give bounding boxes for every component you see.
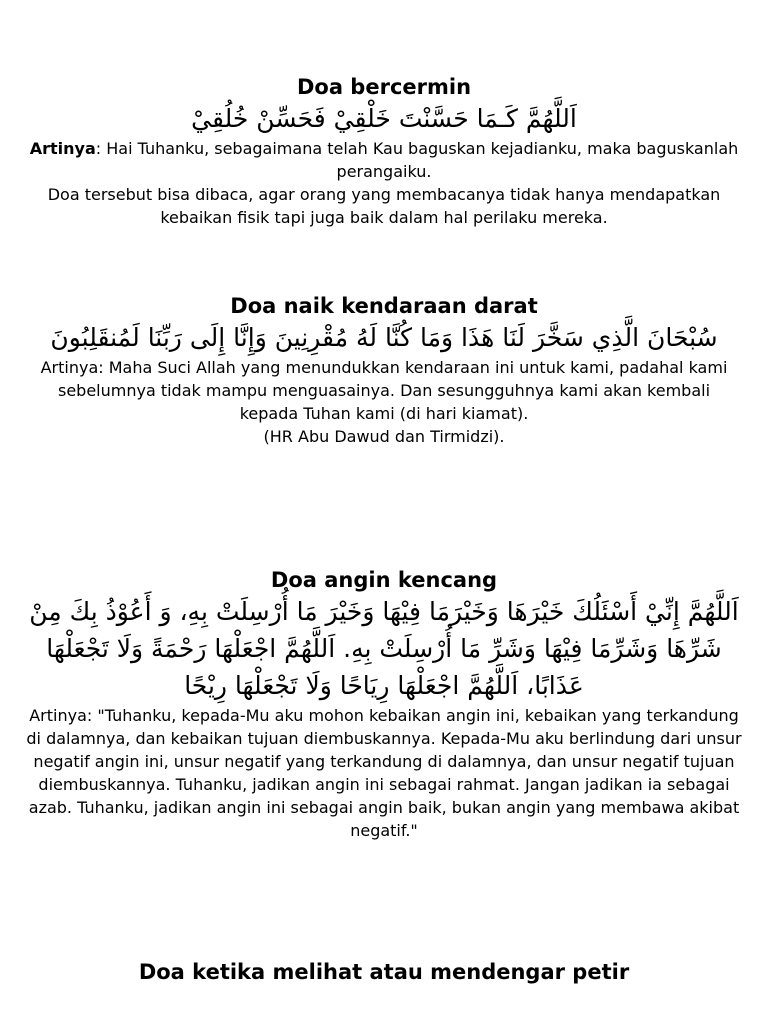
translation-paragraph: Artinya: Maha Suci Allah yang menundukkan kendaraan ini untuk kami, padahal kami sebelumnya tidak mampu menguasainya. Dan sesungguhnya kami akan kembali kepada Tuhan kami (di hari kiamat). (40, 358, 728, 423)
arabic-prayer: اَللَّهُمَّ كَـمَا حَسَّنْتَ خَلْقِيْ فَحَسِّنْ خُلُقِيْ (191, 104, 577, 133)
section-title: Doa bercermin (296, 75, 472, 99)
section-doa-naik-kendaraan (0, 293, 768, 448)
artinya-label: Artinya (29, 139, 96, 158)
translation-paragraph (19, 137, 749, 183)
source-citation: (HR Abu Dawud dan Tirmidzi). (263, 427, 505, 446)
translation-paragraph: Artinya: "Tuhanku, kepada-Mu aku mohon kebaikan angin ini, kebaikan yang terkandung di dalamnya, dan kebaikan tujuan diembuskannya. Kepada-Mu aku berlindung dari unsur negatif angin ini, unsur negatif yang terkandung di dalamnya, dan unsur negatif tujuan diembuskannya. Tuhanku, jadikan angin ini sebagai rahmat. Jangan jadikan ia sebagai azab. Tuhanku, jadikan angin ini sebagai angin baik, bukan angin yang membawa akibat negatif." (26, 706, 742, 840)
section-title: Doa angin kencang (270, 568, 498, 592)
arabic-prayer: اَللَّهُمَّ إِنِّيْ أَسْئَلُكَ خَيْرَهَا وَخَيْرَمَا فِيْهَا وَخَيْرَ مَا أُرْسِلَتْ بِهِ، وَ أَعُوْذُ بِكَ مِنْ شَرِّهَا وَشَرِّمَا فِيْهَا وَشَرِّ مَا أُرْسِلَتْ بِهِ. اَللَّهُمَّ اجْعَلْهَا رَحْمَةً وَلَا تَجْعَلْهَا عَذَابًا، اَللَّهُمَّ اجْعَلْهَا رِيَاحًا وَلَا تَجْعَلْهَا رِيْحًا (29, 597, 739, 700)
section-title: Doa ketika melihat atau mendengar petir (138, 960, 630, 984)
section-title: Doa naik kendaraan darat (230, 294, 538, 318)
section-doa-angin-kencang (0, 567, 768, 842)
arabic-prayer: سُبْحَانَ الَّذِي سَخَّرَ لَنَا هَذَا وَمَا كُنَّا لَهُ مُقْرِنِينَ وَإِنَّا إِلَى رَبِّنَا لَمُنقَلِبُونَ (50, 323, 718, 352)
translation-text: : Hai Tuhanku, sebagaimana telah Kau baguskan kejadianku, maka baguskanlah perangaiku. (95, 139, 739, 181)
note-paragraph: Doa tersebut bisa dibaca, agar orang yang membacanya tidak hanya mendapatkan kebaikan fisik tapi juga baik dalam hal perilaku mereka. (47, 185, 721, 227)
section-doa-petir (0, 959, 768, 985)
section-doa-bercermin (0, 74, 768, 229)
